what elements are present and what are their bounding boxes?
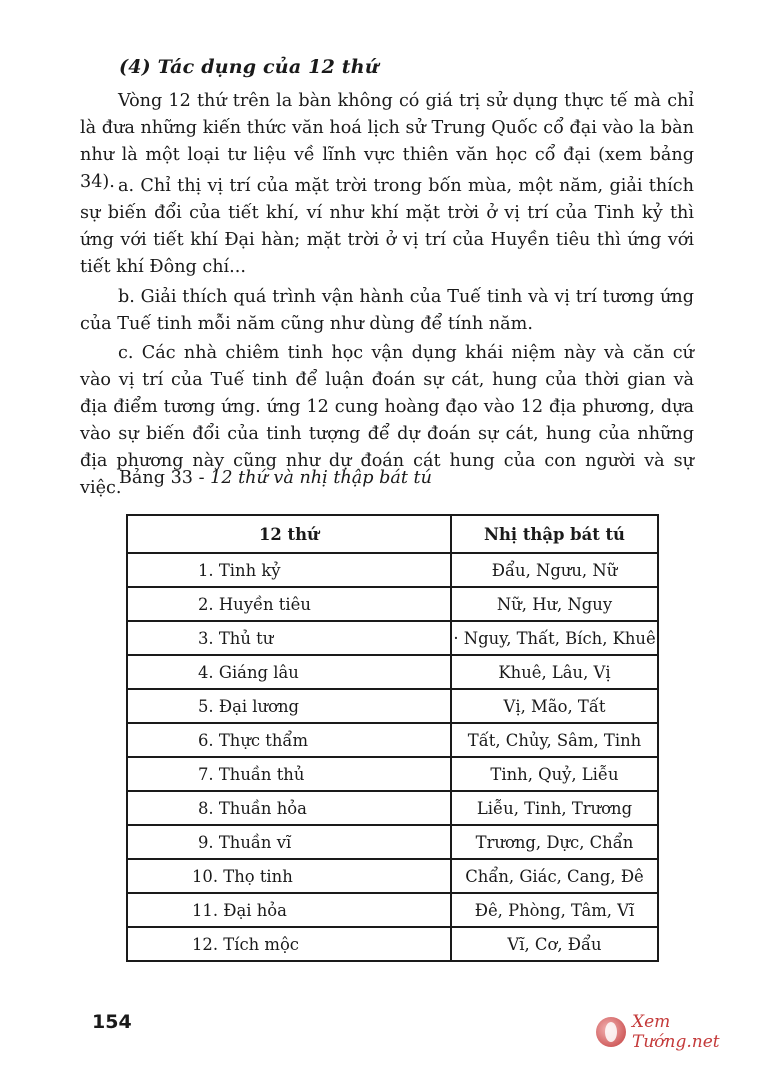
station-cell: 9. Thuần vĩ <box>127 825 451 859</box>
paragraph-c-text: c. Các nhà chiêm tinh học vận dụng khái niệm này và căn cứ vào vị trí của Tuế tinh để luận đoán sự cát, hung của thời gian và địa điểm tương ứng. ứng 12 cung hoàng đạo vào 12 địa phương, dựa vào sự biến đổi của tinh tượng để dự đoán sự cát, hung của những địa phương này cũng như dự đoán cát hung của con người và sự việc. <box>80 343 694 498</box>
station-cell: 12. Tích mộc <box>127 927 451 961</box>
paragraph-a-text: a. Chỉ thị vị trí của mặt trời trong bốn mùa, một năm, giải thích sự biến đổi của tiết khí, ví như khí mặt trời ở vị trí của Tinh kỷ thì ứng với tiết khí Đại hàn; mặt trời ở vị trí của Huyền tiêu thì ứng với tiết khí Đông chí... <box>80 176 694 277</box>
station-cell: 8. Thuần hỏa <box>127 791 451 825</box>
page-number: 154 <box>92 1011 132 1033</box>
table-caption-prefix: Bảng 33 - <box>119 468 211 488</box>
mansions-cell: Tinh, Quỷ, Liễu <box>451 757 658 791</box>
mansions-cell: · Nguy, Thất, Bích, Khuê <box>451 621 658 655</box>
mansions-cell: Đê, Phòng, Tâm, Vĩ <box>451 893 658 927</box>
mansions-cell: Nữ, Hư, Nguy <box>451 587 658 621</box>
table-caption <box>119 468 432 488</box>
mansions-cell: Trương, Dực, Chẩn <box>451 825 658 859</box>
mansions-cell: Chẩn, Giác, Cang, Đê <box>451 859 658 893</box>
table-row <box>127 553 658 587</box>
paragraph-b <box>80 284 694 338</box>
table-header-row <box>127 515 658 553</box>
table-row <box>127 621 658 655</box>
mansions-cell: Đẩu, Ngưu, Nữ <box>451 553 658 587</box>
table-caption-title: 12 thứ và nhị thập bát tú <box>210 468 432 488</box>
table-row <box>127 587 658 621</box>
column-header-mansions: Nhị thập bát tú <box>451 515 658 553</box>
station-cell: 11. Đại hỏa <box>127 893 451 927</box>
table-row <box>127 655 658 689</box>
station-cell: 2. Huyền tiêu <box>127 587 451 621</box>
paragraph-b-text: b. Giải thích quá trình vận hành của Tuế tinh và vị trí tương ứng của Tuế tinh mỗi năm cũng như dùng để tính năm. <box>80 287 694 334</box>
mansions-cell: Liễu, Tinh, Trương <box>451 791 658 825</box>
station-cell: 7. Thuần thủ <box>127 757 451 791</box>
twelve-stations-table <box>126 514 659 962</box>
site-watermark-logo <box>596 1012 756 1052</box>
paragraph-a <box>80 173 694 281</box>
table-row <box>127 893 658 927</box>
table-row <box>127 757 658 791</box>
paragraph-intro-text: Vòng 12 thứ trên la bàn không có giá trị sử dụng thực tế mà chỉ là đưa những kiến thức văn hoá lịch sử Trung Quốc cổ đại vào la bàn như là một loại tư liệu về lĩnh vực thiên văn học cổ đại (xem bảng 34). <box>80 91 694 192</box>
table-row <box>127 791 658 825</box>
logo-text: Xem Tướng.net <box>632 1012 720 1052</box>
section-heading: (4) Tác dụng của 12 thứ <box>119 56 379 78</box>
table-row <box>127 859 658 893</box>
table-row <box>127 927 658 961</box>
table-row <box>127 689 658 723</box>
station-cell: 6. Thực thẩm <box>127 723 451 757</box>
column-header-stations: 12 thứ <box>127 515 451 553</box>
yin-yang-logo-icon <box>596 1017 626 1047</box>
mansions-cell: Tất, Chủy, Sâm, Tinh <box>451 723 658 757</box>
mansions-cell: Khuê, Lâu, Vị <box>451 655 658 689</box>
station-cell: 5. Đại lương <box>127 689 451 723</box>
table-row <box>127 825 658 859</box>
station-cell: 1. Tinh kỷ <box>127 553 451 587</box>
mansions-cell: Vị, Mão, Tất <box>451 689 658 723</box>
station-cell: 10. Thọ tinh <box>127 859 451 893</box>
station-cell: 3. Thủ tư <box>127 621 451 655</box>
mansions-cell: Vĩ, Cơ, Đẩu <box>451 927 658 961</box>
table-row <box>127 723 658 757</box>
station-cell: 4. Giáng lâu <box>127 655 451 689</box>
